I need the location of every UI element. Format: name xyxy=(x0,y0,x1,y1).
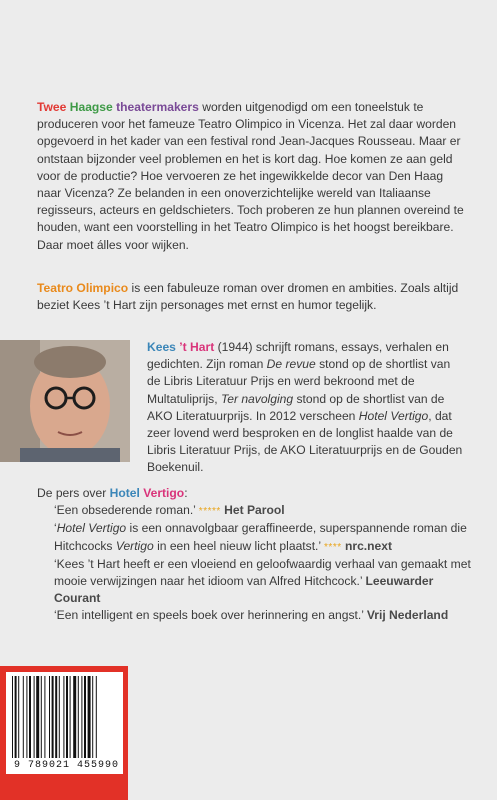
author-last-name: ’t Hart xyxy=(179,340,215,354)
book-title-hotel-vertigo: Hotel Vertigo xyxy=(358,408,429,423)
press-heading xyxy=(37,485,477,502)
blurb-text-1: worden uitgenodigd om een toneelstuk te produceren voor het fameuze Teatro Olimpico in Vicenza. Het zal daar worden opgevoerd in het kader van een festival rond Jean-Jacques Rousseau. Maar er ontstaan bijzonder veel problemen en het is kort dag. Hoe komen ze aan geld voor de productie? Hoe vervoeren ze het ingewikkelde decor van Den Haag naar Vicenza? Ze belanden in een onoverzichtelijke wereld van Italiaanse regisseurs, acteurs en geldschieters. Toch proberen ze hun plannen overeind te houden, want een voorstelling in het Teatro Olimpico is het hoogst bereikbare. Daar moet álles voor wijken. xyxy=(37,100,464,252)
book-title-de-revue: De revue xyxy=(266,357,316,372)
author-bio-text: (1944) schrijft romans, essays, verhalen en gedichten. Zijn roman xyxy=(147,340,449,372)
quote-book-title: Hotel Vertigo xyxy=(56,521,127,536)
press-book-word-1: Hotel xyxy=(109,486,140,500)
quote-film-title: Vertigo xyxy=(115,538,154,553)
author-bio-text: stond op de shortlist van de AKO Literatuurprijs. In 2012 verscheen xyxy=(147,391,445,423)
quote-source: Het Parool xyxy=(224,503,285,518)
quote-text: ‘Een obsederende roman.’ xyxy=(54,503,196,518)
quote-text: in een heel nieuw licht plaatst.’ xyxy=(153,538,321,553)
author-bio xyxy=(147,339,465,477)
quote-text: is een onnavolgbaar geraffineerde, superspannende roman die Hitchcocks xyxy=(54,521,467,553)
isbn-number: 9 789021 455990 xyxy=(14,760,120,771)
author-portrait-illustration xyxy=(0,340,130,462)
highlight-teatro-olimpico: Teatro Olimpico xyxy=(37,281,129,295)
blurb-paragraph-2 xyxy=(37,280,465,314)
press-intro: De pers over xyxy=(37,486,110,500)
barcode-label xyxy=(6,672,123,774)
blurb-text-2: is een fabuleuze roman over dromen en ambities. Zoals altijd beziet Kees ’t Hart zijn personages met ernst en humor tegelijk. xyxy=(37,281,459,313)
press-quote-3 xyxy=(37,556,477,608)
barcode-panel xyxy=(0,666,128,800)
press-book-word-2: Vertigo xyxy=(143,486,185,500)
star-rating: ***** xyxy=(198,506,221,518)
author-photo xyxy=(0,340,130,462)
author-bio-text: , dat zeer lovend werd besproken en de longlist haalde van de Libris Literatuur Prijs, de AKO Literatuurprijs en de Gouden Boekenuil. xyxy=(147,408,463,475)
blurb-paragraph-1 xyxy=(37,99,465,254)
quote-open-mark: ‘ xyxy=(54,521,57,536)
quote-text: ‘Een intelligent en speels boek over herinnering en angst.’ xyxy=(54,608,364,623)
highlight-haagse: Haagse xyxy=(69,100,113,114)
highlight-theatermakers: theatermakers xyxy=(116,100,199,114)
quote-source: Leeuwarder Courant xyxy=(54,574,434,606)
author-bio-text: stond op de shortlist van de Libris Literatuur Prijs en werd bekroond met de Multatuliprijs, xyxy=(147,357,451,406)
press-quote-4 xyxy=(37,607,477,624)
quote-source: Vrij Nederland xyxy=(366,608,449,623)
author-first-name: Kees xyxy=(147,340,176,354)
book-title-ter-navolging: Ter navolging xyxy=(220,391,294,406)
press-colon: : xyxy=(184,486,188,500)
barcode-icon xyxy=(12,676,117,758)
star-rating: **** xyxy=(324,541,342,553)
quote-text: ‘Kees ’t Hart heeft er een vloeiend en geloofwaardig verhaal van gemaakt met mooie verwijzingen naar het idioom van Alfred Hitchcock.’ xyxy=(54,556,471,589)
quote-source: nrc.next xyxy=(344,538,393,553)
press-quotes xyxy=(37,485,477,625)
press-quote-1 xyxy=(37,502,477,520)
highlight-twee: Twee xyxy=(37,100,67,114)
press-quote-2 xyxy=(37,520,477,555)
